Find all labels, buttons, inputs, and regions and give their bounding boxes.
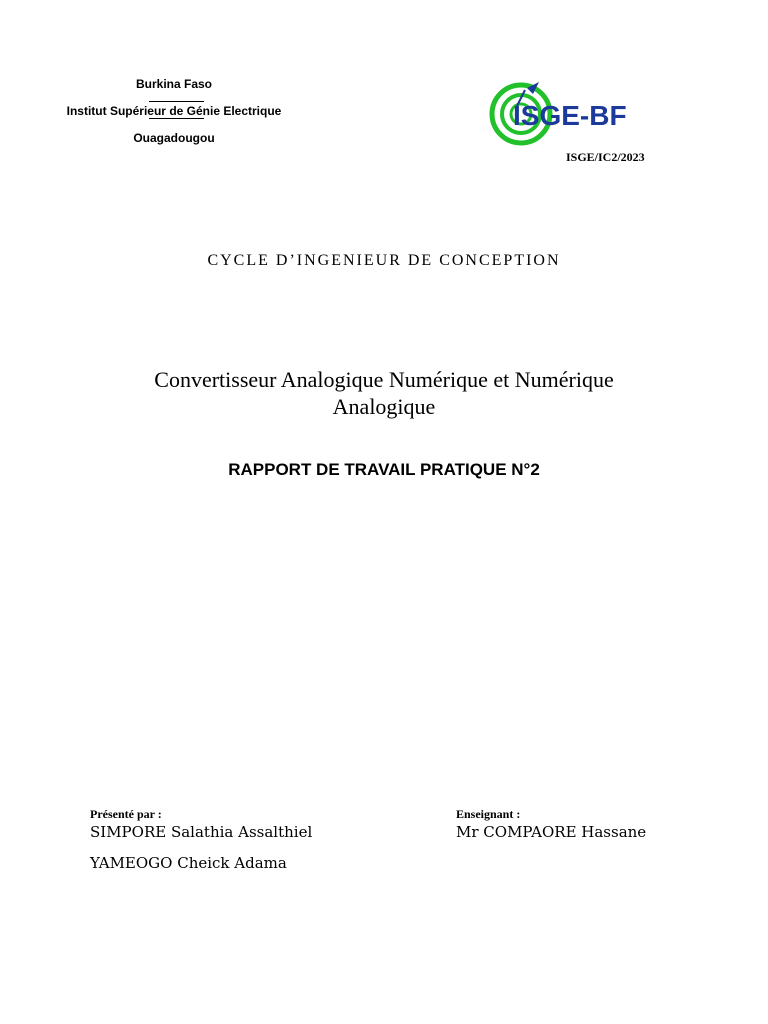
institution-header <box>60 76 288 157</box>
cycle-heading: CYCLE D’INGENIEUR DE CONCEPTION <box>207 252 561 269</box>
presented-by-label: Présenté par : <box>90 807 162 821</box>
teacher-label: Enseignant : <box>456 807 521 821</box>
report-subtitle: RAPPORT DE TRAVAIL PRATIQUE N°2 <box>228 460 540 479</box>
report-title-line-1: Convertisseur Analogique Numérique et Numérique <box>154 367 614 392</box>
author-name: YAMEOGO Cheick Adama <box>90 854 287 872</box>
underline-decoration <box>149 101 204 102</box>
teacher-name: Mr COMPAORE Hassane <box>456 823 647 841</box>
author-name: SIMPORE Salathia Assalthiel <box>90 823 313 841</box>
institution-name: Institut Supérieur de Génie Electrique <box>66 104 282 118</box>
report-title-line-2: Analogique <box>332 394 436 419</box>
underline-decoration <box>149 118 204 119</box>
report-title <box>84 366 684 420</box>
institution-country: Burkina Faso <box>135 77 213 91</box>
presented-by-section <box>90 806 312 873</box>
isge-bf-logo <box>487 80 687 146</box>
document-reference: ISGE/IC2/2023 <box>566 150 645 164</box>
teacher-section <box>456 806 646 842</box>
institution-city: Ouagadougou <box>133 131 215 145</box>
logo-text: ISGE-BF <box>513 100 627 131</box>
